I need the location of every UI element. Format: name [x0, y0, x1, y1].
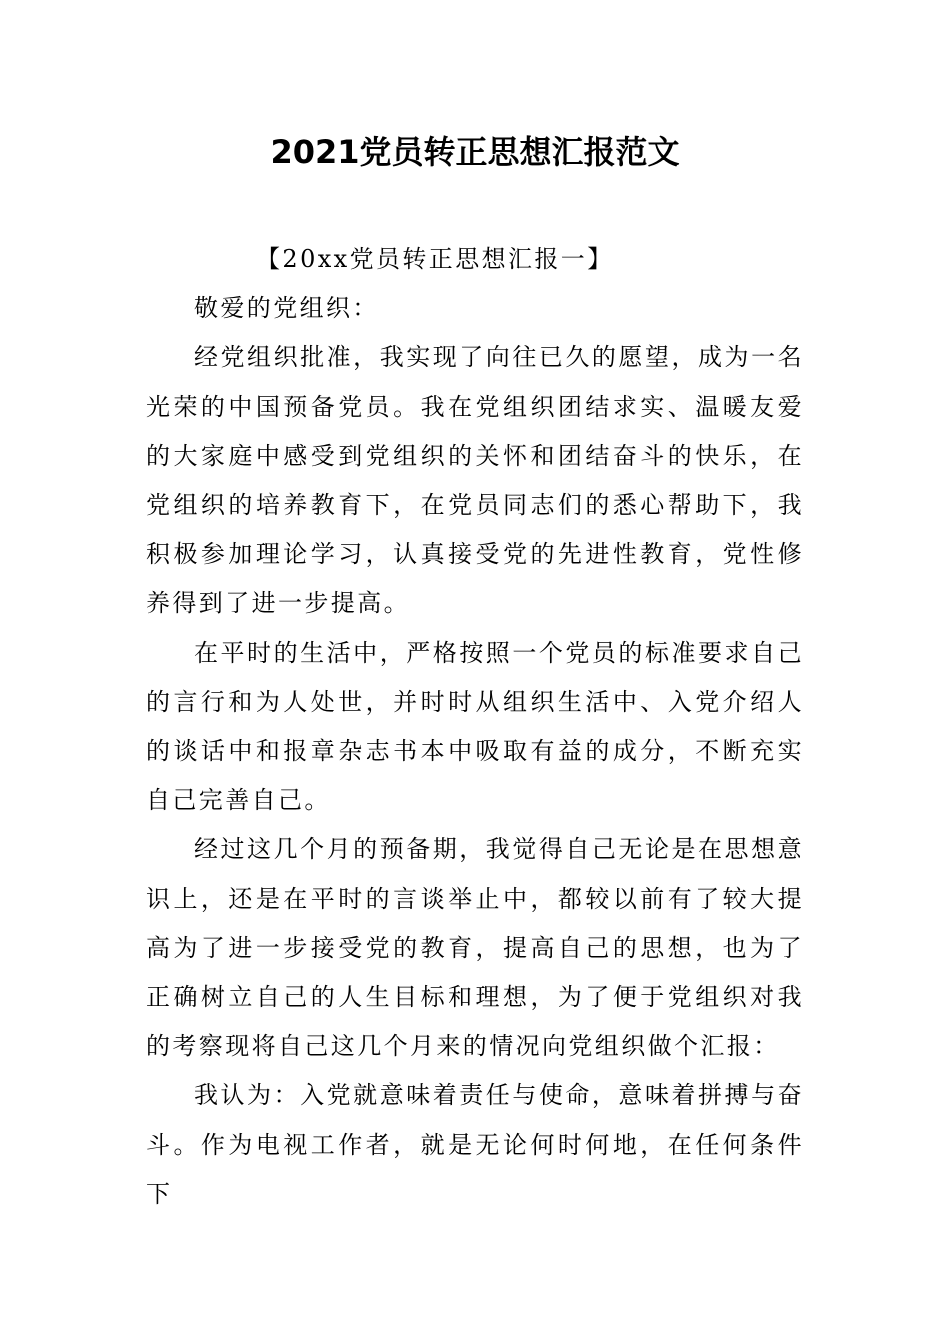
- paragraph-4: 我认为：入党就意味着责任与使命，意味着拼搏与奋斗。作为电视工作者，就是无论何时何地，在任何条件下: [146, 1081, 804, 1208]
- paragraph-3: 经过这几个月的预备期，我觉得自己无论是在思想意识上，还是在平时的言谈举止中，都较以前有了较大提高为了进一步接受党的教育，提高自己的思想，也为了正确树立自己的人生目标和理想，为了便于党组织对我的考察现将自己这几个月来的情况向党组织做个汇报：: [146, 835, 804, 1061]
- document-body: [146, 235, 804, 1219]
- section-heading: 【20xx党员转正思想汇报一】: [256, 245, 614, 273]
- document-title: 2021党员转正思想汇报范文: [270, 133, 680, 171]
- paragraph-2: 在平时的生活中，严格按照一个党员的标准要求自己的言行和为人处世，并时时从组织生活中、入党介绍人的谈话中和报章杂志书本中吸取有益的成分，不断充实自己完善自己。: [146, 638, 804, 815]
- paragraph-1: 经党组织批准，我实现了向往已久的愿望，成为一名光荣的中国预备党员。我在党组织团结求实、温暖友爱的大家庭中感受到党组织的关怀和团结奋斗的快乐，在党组织的培养教育下，在党员同志们的悉心帮助下，我积极参加理论学习，认真接受党的先进性教育，党性修养得到了进一步提高。: [146, 343, 804, 618]
- salutation: 敬爱的党组织：: [194, 294, 379, 323]
